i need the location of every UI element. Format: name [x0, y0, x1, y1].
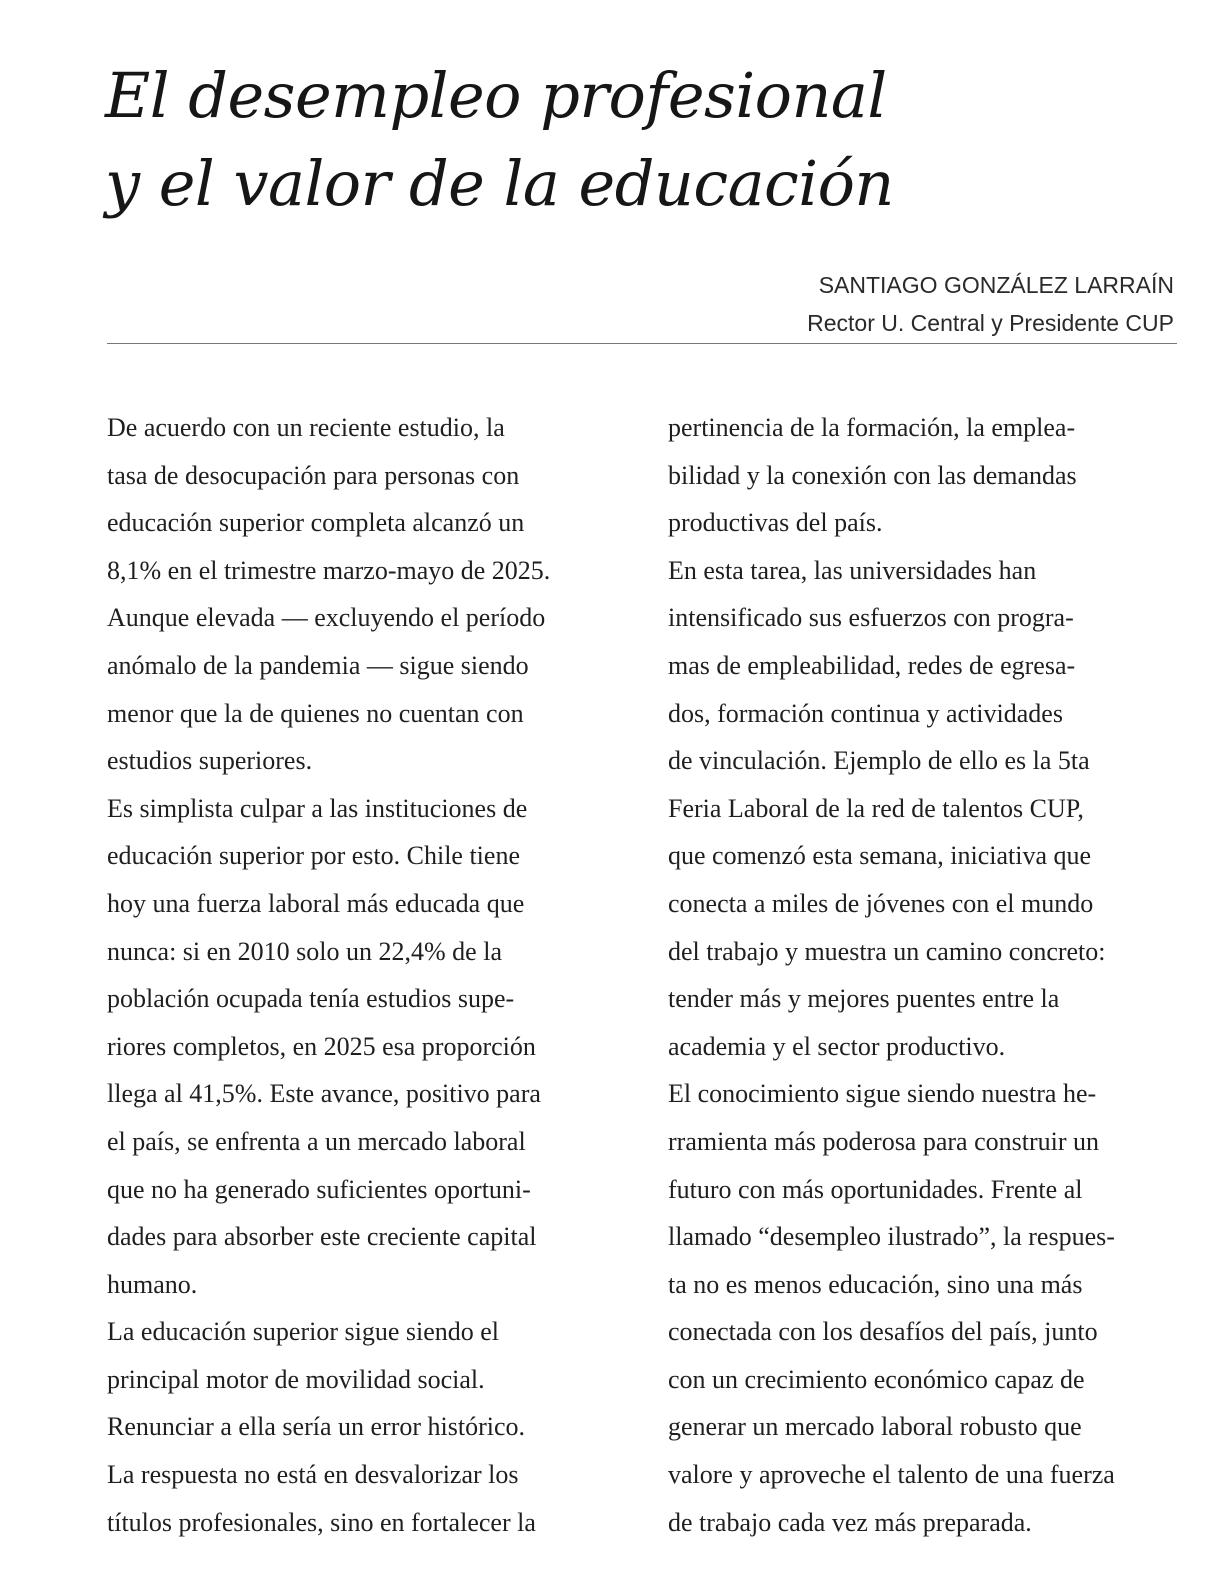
text-line: nunca: si en 2010 solo un 22,4% de la	[107, 936, 502, 966]
text-line: población ocupada tenía estudios supe-	[107, 984, 515, 1014]
text-line: de vinculación. Ejemplo de ello es la 5ta	[668, 746, 1090, 776]
text-line: En esta tarea, las universidades han	[668, 555, 1037, 585]
text-line: principal motor de movilidad social.	[107, 1364, 485, 1394]
text-line: 8,1% en el trimestre marzo-mayo de 2025.	[107, 555, 551, 585]
text-line: conecta a miles de jóvenes con el mundo	[668, 888, 1094, 918]
text-line: academia y el sector productivo.	[668, 1031, 1006, 1061]
text-line: generar un mercado laboral robusto que	[668, 1412, 1082, 1442]
text-line: ta no es menos educación, sino una más	[668, 1269, 1083, 1299]
header-divider	[107, 343, 1177, 344]
text-line: el país, se enfrenta a un mercado laboral	[107, 1126, 526, 1156]
author-name: SANTIAGO GONZÁLEZ LARRAÍN	[818, 272, 1174, 298]
text-line: productivas del país.	[668, 508, 883, 538]
text-line: hoy una fuerza laboral más educada que	[107, 888, 525, 918]
text-line: Renunciar a ella sería un error histórico.	[107, 1412, 525, 1442]
text-line: humano.	[107, 1269, 198, 1299]
text-line: anómalo de la pandemia — sigue siendo	[107, 650, 529, 680]
text-line: El conocimiento sigue siendo nuestra he-	[668, 1079, 1097, 1109]
text-line: llega al 41,5%. Este avance, positivo para	[107, 1079, 541, 1109]
article-title-line: El desempleo profesional	[105, 59, 887, 132]
text-line: bilidad y la conexión con las demandas	[668, 460, 1077, 490]
text-line: De acuerdo con un reciente estudio, la	[107, 413, 505, 442]
text-line: educación superior completa alcanzó un	[107, 508, 525, 538]
text-line: La respuesta no está en desvalorizar los	[107, 1460, 519, 1490]
text-line: llamado “desempleo ilustrado”, la respues-	[668, 1222, 1115, 1252]
byline	[807, 266, 1174, 342]
article-title	[105, 52, 1105, 228]
text-line: títulos profesionales, sino en fortalecer la	[107, 1507, 536, 1537]
text-line: riores completos, en 2025 esa proporción	[107, 1031, 536, 1061]
text-line: rramienta más poderosa para construir un	[668, 1126, 1100, 1156]
text-line: mas de empleabilidad, redes de egresa-	[668, 650, 1076, 680]
text-line: tender más y mejores puentes entre la	[668, 984, 1060, 1014]
text-line: conectada con los desafíos del país, junto	[668, 1317, 1098, 1347]
text-line: La educación superior sigue siendo el	[107, 1317, 500, 1347]
text-line: estudios superiores.	[107, 746, 313, 776]
author-role: Rector U. Central y Presidente CUP	[807, 310, 1174, 336]
text-line: intensificado sus esfuerzos con progra-	[668, 603, 1074, 633]
text-line: tasa de desocupación para personas con	[107, 460, 520, 490]
text-line: con un crecimiento económico capaz de	[668, 1364, 1085, 1394]
article-title-line: y el valor de la educación	[105, 147, 894, 220]
text-line: futuro con más oportunidades. Frente al	[668, 1174, 1083, 1204]
text-line: menor que la de quienes no cuentan con	[107, 698, 524, 728]
text-line: valore y aproveche el talento de una fuerza	[668, 1460, 1115, 1490]
right-text-column	[668, 404, 1208, 1546]
text-line: Feria Laboral de la red de talentos CUP,	[668, 793, 1084, 823]
text-line: que comenzó esta semana, iniciativa que	[668, 841, 1092, 871]
text-line: dades para absorber este creciente capital	[107, 1222, 537, 1252]
text-line: educación superior por esto. Chile tiene	[107, 841, 520, 871]
text-line: de trabajo cada vez más preparada.	[668, 1507, 1032, 1537]
text-line: pertinencia de la formación, la emplea-	[668, 413, 1076, 442]
text-line: Aunque elevada — excluyendo el período	[107, 603, 546, 633]
text-line: Es simplista culpar a las instituciones de	[107, 793, 528, 823]
left-text-column	[107, 404, 642, 1546]
text-line: que no ha generado suficientes oportuni-	[107, 1174, 531, 1204]
text-line: del trabajo y muestra un camino concreto:	[668, 936, 1106, 966]
text-line: dos, formación continua y actividades	[668, 698, 1063, 728]
